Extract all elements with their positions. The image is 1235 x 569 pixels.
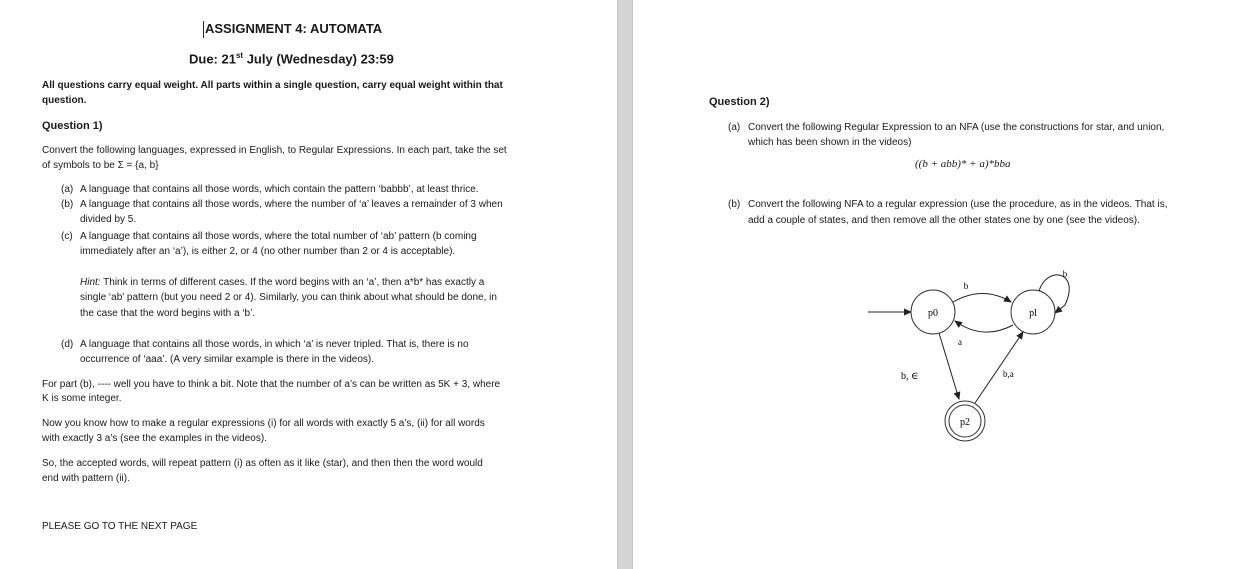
part-d-label: (d) xyxy=(61,339,74,350)
q2-part-a-line-2: which has been shown in the videos) xyxy=(748,137,912,148)
intro-line-1: All questions carry equal weight. All parts within a single question, carry equal weight within that xyxy=(42,80,503,91)
note-1-line-1: For part (b), ---- well you have to think a bit. Note that the number of a’s can be written as 5K + 3, where xyxy=(42,379,501,390)
note-2-line-1: Now you know how to make a regular expressions (i) for all words with exactly 5 a’s, (ii) for all words xyxy=(42,418,485,429)
regular-expression: ((b + abb)* + a)*bba xyxy=(915,158,1011,170)
edge-pl-to-p0 xyxy=(955,321,1013,332)
note-3-line-2: end with pattern (ii). xyxy=(42,473,130,484)
part-d-text-line-1: A language that contains all those words, in which ‘a’ is never tripled. That is, there is no xyxy=(80,339,469,350)
question-1-heading: Question 1) xyxy=(42,120,103,132)
q2-part-a-label: (a) xyxy=(728,122,741,133)
edge-label-p0-to-pl: b xyxy=(963,281,969,291)
state-p0-label: p0 xyxy=(928,308,938,319)
part-c-text-line-2: immediately after an ‘a’), is either 2, or 4 (no other number than 2 or 4 is acceptable). xyxy=(80,246,456,257)
q2-part-b-label: (b) xyxy=(728,199,741,210)
hint-line-3: the case that the word begins with a ‘b’. xyxy=(80,308,256,319)
part-c-text-line-1: A language that contains all those words, where the total number of ‘ab’ pattern (b coming xyxy=(80,231,477,242)
intro-line-2: question. xyxy=(42,95,87,106)
q2-part-b-line-1: Convert the following NFA to a regular expression (use the procedure, as in the videos. That is, xyxy=(748,199,1168,210)
q2-part-b-line-2: add a couple of states, and then remove all the other states one by one (see the videos). xyxy=(748,215,1140,226)
note-2-line-2: with exactly 3 a’s (see the examples in the videos). xyxy=(42,433,267,444)
part-d-text-line-2: occurrence of ‘aaa’. (A very similar example is there in the videos). xyxy=(80,354,375,365)
edge-p0-to-pl xyxy=(953,294,1011,303)
part-b-text-line-1: A language that contains all those words, where the number of ‘a’ leaves a remainder of 3 when xyxy=(80,199,503,210)
q1-text-line-1: Convert the following languages, expressed in English, to Regular Expressions. In each part, take the set xyxy=(42,145,507,156)
edge-label-pl-to-p0: a xyxy=(958,337,962,347)
q2-part-a-line-1: Convert the following Regular Expression to an NFA (use the constructions for star, and union, xyxy=(748,122,1165,133)
note-1-line-2: K is some integer. xyxy=(42,393,122,404)
document-page-left xyxy=(0,0,617,569)
hint-line-2: single ‘ab’ pattern (but you need 2 or 4). Similarly, you can think about what should be done, in xyxy=(80,292,497,303)
state-pl-label: pl xyxy=(1029,308,1037,319)
part-a-label: (a) xyxy=(61,184,74,195)
edge-label-p0-to-p2: b, ∈ xyxy=(901,371,919,382)
part-a-text: A language that contains all those words, which contain the pattern ‘babbb’, at least thrice. xyxy=(80,184,479,195)
hint-line-1: Hint: Think in terms of different cases. If the word begins with an ‘a’, then a*b* has exactly a xyxy=(80,277,485,288)
page-gap xyxy=(617,0,633,569)
state-p2-label: p2 xyxy=(960,417,970,428)
edge-p0-to-p2 xyxy=(939,333,959,399)
part-b-label: (b) xyxy=(61,199,74,210)
edge-label-pl-loop: b xyxy=(1062,269,1068,279)
assignment-title: ASSIGNMENT 4: AUTOMATA xyxy=(205,21,383,36)
text-cursor xyxy=(203,21,204,38)
note-3-line-1: So, the accepted words, will repeat pattern (i) as often as it like (star), and then then the word would xyxy=(42,458,483,469)
due-date: Due: 21st July (Wednesday) 23:59 xyxy=(189,51,394,67)
question-2-heading: Question 2) xyxy=(709,96,770,108)
edge-label-p2-to-pl: b,a xyxy=(1003,369,1014,379)
q1-text-line-2: of symbols to be Σ = {a, b} xyxy=(42,160,159,171)
edge-p2-to-pl xyxy=(975,332,1023,403)
nfa-diagram xyxy=(833,255,1093,445)
document-page-right xyxy=(633,0,1235,569)
part-c-label: (c) xyxy=(61,231,73,242)
footer-next-page: PLEASE GO TO THE NEXT PAGE xyxy=(42,521,198,532)
part-b-text-line-2: divided by 5. xyxy=(80,214,137,225)
